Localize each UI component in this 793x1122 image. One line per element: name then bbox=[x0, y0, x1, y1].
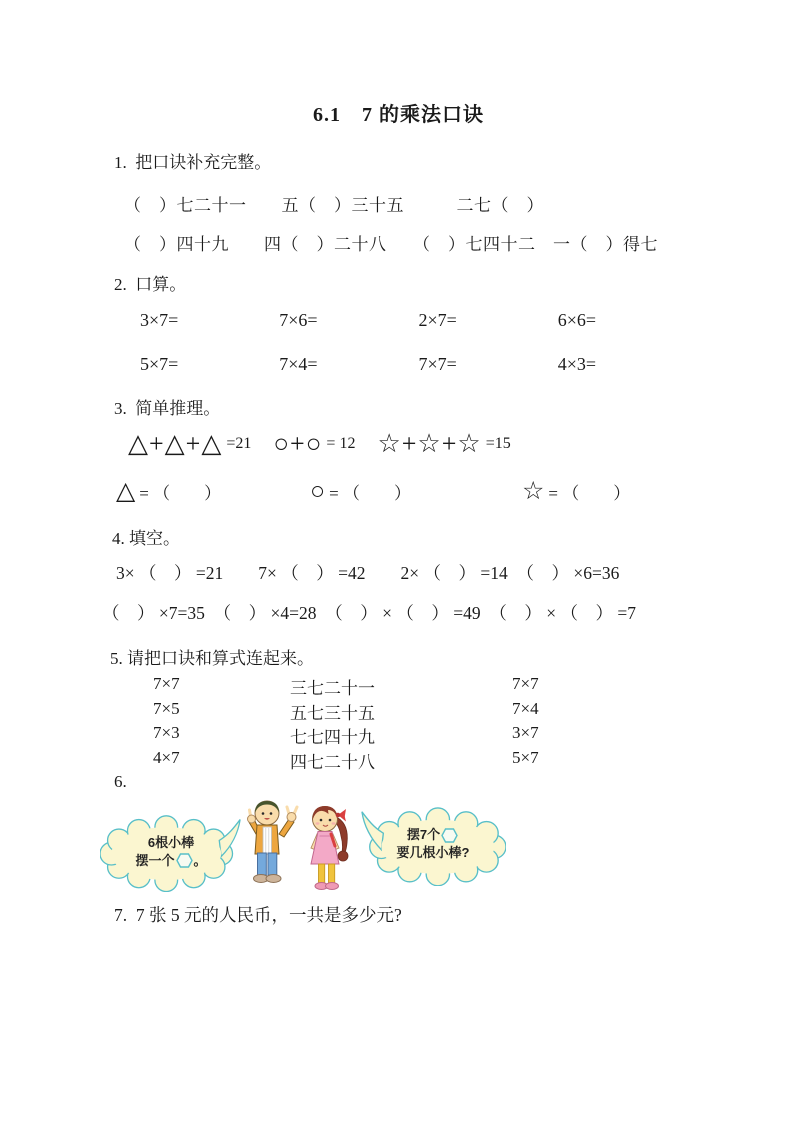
girl-illustration bbox=[298, 798, 360, 894]
q3-equations bbox=[128, 420, 697, 468]
bubble-right-line1-text: 摆7个 bbox=[406, 827, 441, 843]
q3-result: =21 bbox=[226, 435, 252, 452]
q1-line-2: （ ）四十九 四（ ）二十八 （ ）七四十二 一（ ）得七 bbox=[124, 235, 658, 254]
q5-row bbox=[153, 674, 697, 699]
speech-bubble-left bbox=[100, 812, 242, 896]
question-7 bbox=[100, 902, 697, 924]
q5-expression-right: 5×7 bbox=[512, 747, 539, 767]
q5-formula: 五七三十五 bbox=[290, 703, 375, 723]
q2-prompt: 2. 口算。 bbox=[114, 275, 187, 294]
hexagon-icon bbox=[176, 853, 193, 868]
bubble-right-line2: 要几根小棒? bbox=[396, 845, 470, 860]
q5-expression-left: 7×7 bbox=[153, 674, 180, 693]
q2-expression: 7×6= bbox=[279, 310, 318, 330]
question-2 bbox=[100, 270, 697, 376]
q3-star-answer bbox=[522, 479, 630, 504]
q3-circle-equation bbox=[273, 431, 361, 457]
q5-expression-right: 7×7 bbox=[512, 674, 539, 693]
q5-expression-left: 4×7 bbox=[153, 747, 180, 767]
q2-expression: 5×7= bbox=[140, 354, 179, 374]
question-5 bbox=[100, 644, 697, 772]
hexagon-icon bbox=[441, 828, 458, 843]
q2-expression: 2×7= bbox=[418, 310, 457, 330]
circle-icon: ○ bbox=[310, 477, 326, 505]
answer-blank: = （ ） bbox=[139, 483, 222, 503]
page-title: 6.1 7 的乘法口诀 bbox=[313, 104, 484, 126]
q2-expression: 3×7= bbox=[140, 310, 179, 330]
star-icon: ☆ bbox=[522, 477, 545, 505]
speech-bubble-right bbox=[360, 804, 506, 888]
q2-expression: 7×4= bbox=[279, 354, 318, 374]
bubble-left-text bbox=[110, 818, 232, 886]
q3-answer-blanks bbox=[116, 474, 697, 508]
q3-triangle-equation bbox=[128, 431, 257, 457]
question-6 bbox=[100, 772, 697, 892]
q6-number: 6. bbox=[114, 772, 127, 791]
q3-result: = 12 bbox=[326, 435, 356, 452]
q3-star-equation bbox=[377, 431, 516, 457]
q5-row bbox=[153, 699, 697, 724]
q2-expression: 7×7= bbox=[418, 354, 457, 374]
q6-illustration bbox=[100, 792, 697, 892]
question-4 bbox=[100, 524, 697, 622]
q4-line-1: 3× （ ） =21 7× （ ） =42 2× （ ） =14 （ ） ×6=36 bbox=[116, 563, 620, 583]
q5-expression-right: 3×7 bbox=[512, 723, 539, 742]
q5-expression-left: 7×3 bbox=[153, 723, 180, 742]
boy-illustration bbox=[236, 792, 302, 888]
q4-prompt: 4. 填空。 bbox=[112, 529, 180, 548]
q5-row bbox=[153, 748, 697, 773]
triangle-icon: △ bbox=[116, 477, 136, 505]
question-1 bbox=[100, 148, 697, 252]
q3-prompt: 3. 简单推理。 bbox=[114, 399, 221, 418]
bubble-left-line1: 6根小棒 bbox=[147, 835, 195, 851]
bubble-right-text bbox=[370, 810, 496, 878]
q2-row-1 bbox=[140, 310, 697, 332]
bubble-left-line2-text: 摆一个 bbox=[135, 853, 175, 868]
answer-blank: = （ ） bbox=[548, 483, 631, 503]
q3-result: =15 bbox=[485, 435, 511, 452]
q3-circle-answer bbox=[310, 479, 522, 504]
circle-shapes: ○+○ bbox=[273, 429, 323, 458]
q5-formula: 三七二十一 bbox=[290, 679, 375, 698]
q3-triangle-answer bbox=[116, 479, 310, 504]
q5-expression-right: 7×4 bbox=[512, 698, 539, 718]
bubble-left-line2 bbox=[135, 852, 206, 870]
q4-line-2: （ ） ×7=35 （ ） ×4=28 （ ） × （ ） =49 （ ） × （ ） =7 bbox=[102, 603, 636, 623]
q5-row bbox=[153, 723, 697, 748]
q7-prompt: 7. 7 张 5 元的人民币，一共是多少元? bbox=[114, 905, 402, 925]
q2-row-2 bbox=[140, 354, 697, 376]
q5-matching-table bbox=[153, 674, 697, 772]
bubble-right-line1 bbox=[407, 826, 459, 844]
q2-expression: 4×3= bbox=[557, 354, 597, 374]
answer-blank: = （ ） bbox=[329, 483, 411, 503]
star-shapes: ☆+☆+☆ bbox=[377, 429, 482, 458]
q5-formula: 四七二十八 bbox=[290, 752, 375, 772]
q5-formula: 七七四十九 bbox=[290, 728, 375, 747]
q2-expression: 6×6= bbox=[557, 310, 597, 330]
q5-prompt: 5. 请把口诀和算式连起来。 bbox=[110, 649, 314, 668]
q1-line-1: （ ）七二十一 五（ ）三十五 二七（ ） bbox=[124, 196, 544, 215]
q5-expression-left: 7×5 bbox=[153, 698, 180, 718]
question-3 bbox=[100, 394, 697, 508]
q1-prompt: 1. 把口诀补充完整。 bbox=[114, 153, 272, 172]
bubble-left-line2-suffix: 。 bbox=[193, 853, 207, 868]
triangle-shapes: △+△+△ bbox=[128, 429, 223, 458]
